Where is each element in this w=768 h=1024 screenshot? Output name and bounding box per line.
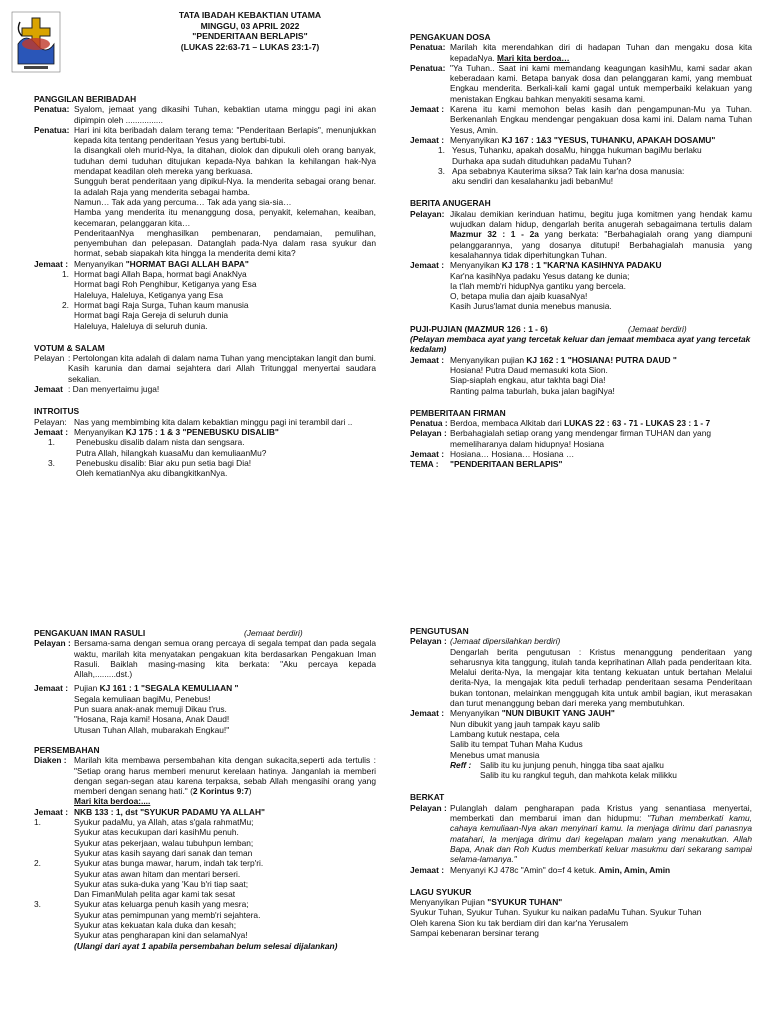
anugerah-text: Jikalau demikian kerinduan hatimu, begitu juga komitmen yang hendak kamu wujudkan dalam hidup, dengarlah berita anugerah sebagaimana tertulis dalam xyxy=(450,208,752,230)
role-label: Jemaat : xyxy=(410,260,444,271)
anugerah-text: yang berkata: "Berbahagialah orang yang diampuni pelanggarannya, yang dosanya ditutupi! Berbahagialah manusia yang kesalahannya tidak diperhitungkan Tuhan. xyxy=(450,229,752,260)
section-title-votum: VOTUM & SALAM xyxy=(34,342,105,353)
tema-label: TEMA : xyxy=(410,459,439,470)
jemaat-dosa-2 xyxy=(410,135,752,145)
lyric-line: Kar'na kasihNya padaku Yesus datang ke dunia; xyxy=(450,270,630,281)
lyric-line: Kasih Jurus'lamat dunia menebus manusia. xyxy=(450,301,612,312)
role-label: Jemaat : xyxy=(34,426,68,437)
votum-text: : Pertolongan kita adalah di dalam nama Tuhan yang menciptakan langit dan bumi. Kasih karunia dan damai sejahtera dari Allah Tritunggal menyertai saudara sekalian. xyxy=(68,353,376,384)
lyric-line: Haleluya, Haleluya, Ketiganya yang Esa xyxy=(74,289,223,300)
song-title: NKB 133 : 1, dst "SYUKUR PADAMU YA ALLAH" xyxy=(74,806,265,817)
jemaat-introitus xyxy=(34,427,376,437)
stage-note: (Jemaat berdiri) xyxy=(628,323,687,334)
section-title-berkat: BERKAT xyxy=(410,792,445,803)
role-label: Penatua: xyxy=(410,42,446,53)
header-date: MINGGU, 03 APRIL 2022 xyxy=(200,20,300,31)
jemaat-puji xyxy=(410,355,752,396)
verse-1 xyxy=(438,145,752,166)
verse-number: 3. xyxy=(48,457,55,468)
role-label: Jemaat : xyxy=(410,448,444,459)
verse-3 xyxy=(34,899,376,940)
jemaat-iman xyxy=(34,683,376,734)
lyric-line: Syukur atas pekerjaan, walau tubuhpun lemban; xyxy=(74,837,254,848)
song-prefix: Menyanyikan pujian xyxy=(450,354,527,365)
utusan-text: Dengarlah berita pengutusan : Kristus menanggung penderitaan yang seharusnya kita tanggung, itulah tanda keprihatinan Allah pada penderitaan kita. Melalui derita-Nya, Ia mengajar kita tentang kekuatan untuk bertahan Melalui derita-Nya, Ia mengajak kita peduli terhadap penderitaan sesama Penderitaan bukan tontonan, melainkan menggugah kita untuk ambil bagian, ikut merasakan dan turut menanggung beban dari mereka yang membutuhkan. xyxy=(450,646,752,709)
prayer-call: Mari kita berdoa:.... xyxy=(74,796,151,807)
lyric-line: "Hosana, Raja kami! Hosana, Anak Daud! xyxy=(74,714,230,725)
song-title: "NUN DIBUKIT YANG JAUH" xyxy=(501,708,615,719)
jemaat-votum xyxy=(34,384,376,394)
lyric-line: Syukur atas awan hitam dan mentari berseri. xyxy=(74,868,241,879)
lyric-line: Salib itu ku rangkul teguh, dan mahkota kelak milikku xyxy=(480,770,677,781)
role-label: Jemaat : xyxy=(410,354,444,365)
verse-number: 1. xyxy=(438,145,445,156)
lyric-line: Menebus umat manusia xyxy=(450,749,540,760)
reff-block xyxy=(450,760,752,781)
verse-2 xyxy=(34,858,376,899)
lyric-line: Dan FimanMulah pelita agar kami tak sesat xyxy=(74,889,236,900)
lyric-line: Putra Allah, hilangkah kuasaMu dan kemuliaanMu? xyxy=(76,447,267,458)
song-prefix: Menyanyikan xyxy=(450,708,502,719)
role-label: Jemaat : xyxy=(410,864,444,875)
section-title-utusan: PENGUTUSAN xyxy=(410,626,469,636)
right-column-bottom xyxy=(410,626,752,938)
role-label: Pelayan : xyxy=(410,428,447,439)
verse-number: 1. xyxy=(48,437,55,448)
role-label: Jemaat : xyxy=(410,104,444,115)
paragraph: Namun… Tak ada yang percuma… Tak ada yang sia-sia… xyxy=(74,196,292,207)
response-text: : Dan menyertaimu juga! xyxy=(68,384,160,395)
role-label: Jemaat : xyxy=(34,806,68,817)
role-label: Pelayan : xyxy=(410,636,447,647)
role-label: Penatua : xyxy=(410,418,448,429)
header-scripture: (LUKAS 22:63-71 – LUKAS 23:1-7) xyxy=(180,41,320,52)
pelayan-introitus xyxy=(34,417,376,427)
role-label: Pelayan: xyxy=(410,208,445,219)
lyric-line: Penebusku disalib: Biar aku pun setia bagi Dia! xyxy=(76,457,252,468)
church-logo xyxy=(10,10,62,74)
lyric-line: Hormat bagi Roh Penghibur, Ketiganya yang Esa xyxy=(74,279,257,290)
jemaat-persembahan xyxy=(34,807,376,817)
song-title: KJ 167 : 1&3 "YESUS, TUHANKU, APAKAH DOSAMU" xyxy=(501,134,716,145)
penatua-firman xyxy=(410,418,752,428)
section-title-puji: PUJI-PUJIAN (MAZMUR 126 : 1 - 6) xyxy=(410,323,548,334)
section-title-introitus: INTROITUS xyxy=(34,406,80,417)
role-label: Diaken : xyxy=(34,755,67,766)
jemaat-dosa-1 xyxy=(410,104,752,135)
role-label: Jemaat : xyxy=(410,134,444,145)
firman-text: Berbahagialah setiap orang yang mendengar firman TUHAN dan yang memeliharanya dalam hidupnya! Hosiana xyxy=(450,428,712,449)
lyric-line: Salib itu ku junjung penuh, hingga tiba saat ajalku xyxy=(480,759,664,770)
paragraph: Hari ini kita beribadah dalam terang tema: "Penderitaan Berlapis", menunjukkan kepada kita tentang penderitaan Yesus yang bertubi-tubi. xyxy=(74,124,376,146)
role-label: Pelayan : xyxy=(410,802,447,813)
song-title: KJ 161 : 1 "SEGALA KEMULIAAN " xyxy=(99,683,239,694)
lyric-line: Salib itu tempat Tuhan Maha Kudus xyxy=(450,739,583,750)
scripture-ref: 2 Korintus 9:7 xyxy=(192,786,249,797)
tema-row xyxy=(410,459,752,469)
role-label: Penatua: xyxy=(34,124,70,135)
blessing-quote: "Tuhan memberkati kamu, cahaya kemuliaan-Nya akan menyinari kamu. Ia menjaga dirimu dari panasnya matahari, Ia menjaga dirimu dari kegelapan malam yang menakutkan. Allah Bapa, Anak dan Roh Kudus memberkati keluar masukmu dari sekarang sampai selama-lamanya." xyxy=(450,813,752,865)
tema-text: "PENDERITAAN BERLAPIS" xyxy=(450,459,563,470)
scripture-ref: LUKAS 22 : 63 - 71 - LUKAS 23 : 1 - 7 xyxy=(564,418,711,429)
lyric-line: Nun dibukit yang jauh tampak kayu salib xyxy=(450,718,600,729)
role-label: Jemaat : xyxy=(34,683,68,694)
persembahan-text: Marilah kita membawa persembahan kita dengan sukacita,seperti ada tertulis : "Setiap orang harus memberi menurut kerelaan hatinya. Janganlah ia memberi dengan segan-segan atau karena terpaksa, sebab Allah mengasihi orang yang memberi dengan senang hati." ( xyxy=(74,755,376,797)
jemaat-berkat xyxy=(410,865,752,875)
lyric-line: Syukur atas kekuatan kala duka dan kesah; xyxy=(74,920,237,931)
syukur-song xyxy=(410,897,752,907)
verse-1 xyxy=(62,269,376,300)
reading-prefix: Berdoa, membaca Alkitab dari xyxy=(450,418,565,429)
penatua-dosa-2 xyxy=(410,63,752,104)
stage-note: (Jemaat dipersilahkan berdiri) xyxy=(450,636,561,647)
confession-response: Karena itu kami memohon belas kasih dan pengampunan-Mu ya Tuhan. Berkenanlah Engkau mendengar pengakuan dosa kami ini. Dalam nama Tuhan Yesus, Amin. xyxy=(450,104,752,135)
confession-text: "Ya Tuhan.. Saat ini kami memandang keagungan kasihMu, kami sadar akan keberadaan kami. Betapa banyak dosa dan pelanggaran kami, yang membuat Engkau menderita. Berkali-kali kami gagal untuk memperbaiki kelakuan yang menistakan Engkau bahkan menyakiti sesama kami. xyxy=(450,62,752,104)
lyric-line: Syukur atas keluarga penuh kasih yang mesra; xyxy=(74,899,249,910)
lyric-line: Pun suara anak-anak memuji Dikau t'rus. xyxy=(74,704,227,715)
lyric-line: Hormat bagi Raja Surga, Tuhan kaum manusia xyxy=(74,299,249,310)
lyric-line: Utusan Tuhan Allah, mubarakah Engkau!" xyxy=(74,724,230,735)
jemaat-song xyxy=(34,259,376,269)
lyric-line: Penebusku disalib dalam nista dan sengsara. xyxy=(76,437,245,448)
lyric-line: Hosiana! Putra Daud memasuki kota Sion. xyxy=(450,364,608,375)
song-line xyxy=(74,427,376,437)
lyric-line: Syukur atas kasih sayang dari sanak dan teman xyxy=(74,847,253,858)
lyric-line: O, betapa mulia dan ajaib kuasaNya! xyxy=(450,291,588,302)
lyric-line: Syukur atas pengharapan kini dan selamaNya! xyxy=(74,930,248,941)
jemaat-utusan xyxy=(410,708,752,780)
role-label: Jemaat : xyxy=(34,258,68,269)
song-prefix: Menyanyikan xyxy=(450,134,502,145)
iman-text: Bersama-sama dengan semua orang percaya di segala tempat dan pada segala waktu, marilah kita menyatakan pengakuan kita berdasarkan Pengakuan Iman Rasuli. Baiklah masing-masing kita berkata: "Aku percaya kepada Allah,.........dst.) xyxy=(74,638,376,680)
song-title: KJ 162 : 1 "HOSIANA! PUTRA DAUD " xyxy=(526,354,677,365)
section-title-iman: PENGAKUAN IMAN RASULI xyxy=(34,628,146,638)
lyric-line: aku sendiri dan kesalahanku jadi bebanMu! xyxy=(452,176,614,187)
lyric-line: Ia t'lah memb'ri hidupNya gantiku yang bercela. xyxy=(450,280,626,291)
verse-number: 2. xyxy=(34,858,41,869)
song-prefix: Menyanyikan xyxy=(450,260,502,271)
paragraph: Sungguh berat penderitaan yang dipikul-Nya. Ia menderita sebagai orang benar. Ia adalah Raja yang menderita sebagai hamba. xyxy=(74,176,376,197)
role-label: Jemaat : xyxy=(410,708,444,719)
lyric-line: Hormat bagi Allah Bapa, hormat bagi AnakNya xyxy=(74,269,247,280)
role-label: Pelayan xyxy=(34,353,65,364)
verse-1 xyxy=(48,437,376,458)
lyric-line: Durhaka apa sudah dituduhkan padaMu Tuhan? xyxy=(452,155,632,166)
lyric-line: Syukur padaMu, ya Allah, atas s'gala rahmatMu; xyxy=(74,817,254,828)
verse-1 xyxy=(34,817,376,858)
worship-order-header xyxy=(150,10,350,52)
pelayan-utusan xyxy=(410,636,752,708)
scripture-ref: Mazmur 32 : 1 - 2a xyxy=(450,229,539,240)
section-title-persembahan: PERSEMBAHAN xyxy=(34,744,100,755)
lyric-line: Sampai kebenaran bersinar terang xyxy=(410,928,539,939)
penatua-call-text: Syalom, jemaat yang dikasihi Tuhan, kebaktian utama minggu pagi ini akan dipimpin oleh ................ xyxy=(74,104,376,125)
pelayan-anugerah xyxy=(410,209,752,260)
lyric-line: Oleh kematianNya aku dibangkitkanNya. xyxy=(76,468,228,479)
lyric-line: Syukur Tuhan, Syukur Tuhan. Syukur ku naikan padaMu Tuhan. Syukur Tuhan xyxy=(410,907,702,918)
puji-heading xyxy=(410,324,752,334)
response-text: Hosiana… Hosiana… Hosiana … xyxy=(450,448,575,459)
reading-instruction: (Pelayan membaca ayat yang tercetak keluar dan jemaat membaca ayat yang tercetak kedalam) xyxy=(410,334,751,355)
punctuation: ) xyxy=(248,786,252,797)
section-title-dosa: PENGAKUAN DOSA xyxy=(410,32,491,42)
penatua-intro-body xyxy=(74,125,376,259)
lyric-line: Syukur atas pemimpunan yang memb'ri sejahtera. xyxy=(74,909,261,920)
section-title-syukur: LAGU SYUKUR xyxy=(410,886,472,897)
pelayan-votum xyxy=(34,353,376,384)
lyric-line: Haleluya, Haleluya di seluruh dunia. xyxy=(74,320,208,331)
lyric-line: Lambang kutuk nestapa, cela xyxy=(450,728,560,739)
jemaat-firman xyxy=(410,449,752,459)
lyric-line: Apa sebabnya Kauterima siksa? Tak lain kar'na dosa manusia: xyxy=(452,165,685,176)
song-prefix: Menyanyi KJ 478c "Amin" do=f 4 ketuk. xyxy=(450,864,599,875)
song-title: KJ 175 : 1 & 3 "PENEBUSKU DISALIB" xyxy=(125,426,279,437)
verse-2 xyxy=(62,300,376,331)
verse-3 xyxy=(48,458,376,479)
stage-note: (Jemaat berdiri) xyxy=(244,628,303,638)
song-line xyxy=(74,683,376,693)
role-label: Penatua: xyxy=(34,104,70,115)
pelayan-berkat xyxy=(410,803,752,865)
left-column-bottom xyxy=(34,628,376,951)
verse-3 xyxy=(438,166,752,187)
dosa-text: Marilah kita merendahkan diri di hadapan Tuhan dan mengaku dosa kita kepadaNya. xyxy=(450,42,752,63)
amen-response: Amin, Amin, Amin xyxy=(598,864,671,875)
lyric-line: Ranting palma taburlah, buka jalan bagiNya! xyxy=(450,385,615,396)
verse-number: 1. xyxy=(62,269,69,280)
diaken-persembahan xyxy=(34,755,376,806)
lyric-line: Siap-siaplah engkau, atur takhta bagi Dia! xyxy=(450,375,606,386)
pelayan-iman xyxy=(34,638,376,679)
jemaat-anugerah xyxy=(410,260,752,311)
right-column-top xyxy=(410,32,752,470)
repeat-note: (Ulangi dari ayat 1 apabila persembahan belum selesai dijalankan) xyxy=(74,940,338,951)
berkat-text: Pulanglah dalam pengharapan pada Kristus yang senantiasa menyertai, memberkati dan membarui iman dan hidupmu: xyxy=(450,802,752,824)
iman-heading xyxy=(34,628,376,638)
section-title-panggilan: PANGGILAN BERIBADAH xyxy=(34,94,137,104)
song-prefix: Menyanyikan Pujian xyxy=(410,897,488,908)
introitus-text: Nas yang membimbing kita dalam kebaktian minggu pagi ini terambil dari .. xyxy=(74,416,353,427)
penatua-dosa-1 xyxy=(410,42,752,63)
song-prefix: Menyanyikan xyxy=(74,258,126,269)
song-line xyxy=(74,259,376,269)
lyric-line: Yesus, Tuhanku, apakah dosaMu, hingga hukuman bagiMu berlaku xyxy=(452,145,702,156)
song-prefix: Pujian xyxy=(74,683,100,694)
left-column-top xyxy=(34,94,376,478)
role-label: Penatua: xyxy=(410,62,446,73)
paragraph: Hamba yang menderita itu menanggung dosa, penyakit, kelemahan, keaiban, kecemaran, pelanggaran kita… xyxy=(74,207,376,228)
verse-number: 1. xyxy=(34,817,41,828)
section-title-firman: PEMBERITAAN FIRMAN xyxy=(410,407,506,418)
reff-label: Reff : xyxy=(450,759,472,770)
lyric-line: Oleh karena Sion ku tak berdiam diri dan kar'na Yerusalem xyxy=(410,917,629,928)
verse-number: 2. xyxy=(62,299,69,310)
lyric-line: Syukur atas kecukupan dari kasihMu penuh. xyxy=(74,827,239,838)
header-title: TATA IBADAH KEBAKTIAN UTAMA xyxy=(178,10,322,20)
lyric-line: Segala kemuliaan bagiMu, Penebus! xyxy=(74,693,211,704)
verse-number: 3. xyxy=(34,899,41,910)
song-title: "HORMAT BAGI ALLAH BAPA" xyxy=(125,258,249,269)
paragraph: Ia disangkali oleh murid-Nya, Ia ditahan, diolok dan dipukuli oleh orang banyak, tuduhan demi tuduhan ditujukan kepada-Nya bahkan Ia kehilangan hak-Nya mendapat keadilan oleh mereka yang berkuasa. xyxy=(74,145,376,177)
song-prefix: Menyanyikan xyxy=(74,426,126,437)
prayer-call: Mari kita berdoa… xyxy=(497,52,570,63)
song-title: "SYUKUR TUHAN" xyxy=(487,897,563,908)
paragraph: PenderitaanNya menghasilkan pembenaran, pendamaian, pemulihan, penyembuhan dan pelepasan. Datanglah pada-Nya dalam rasa syukur dan hormat, sebab siapakah kita hingga Ia menderita demi kita? xyxy=(74,227,376,259)
lyric-line: Hormat bagi Raja Gereja di seluruh dunia xyxy=(74,310,229,321)
song-title: KJ 178 : 1 "KAR'NA KASIHNYA PADAKU xyxy=(501,260,662,271)
penatua-intro xyxy=(34,125,376,259)
role-label: Pelayan : xyxy=(34,638,71,649)
pelayan-firman xyxy=(410,428,752,449)
header-theme: "PENDERITAAN BERLAPIS" xyxy=(192,31,308,42)
section-title-anugerah: BERITA ANUGERAH xyxy=(410,198,491,209)
verse-number: 3. xyxy=(438,165,445,176)
role-label: Pelayan: xyxy=(34,416,67,427)
lyric-line: Syukur atas suka-duka yang 'Kau b'ri tiap saat; xyxy=(74,878,249,889)
penatua-call xyxy=(34,104,376,125)
role-label: Jemaat xyxy=(34,384,63,395)
lyric-line: Syukur atas bunga mawar, harum, indah tak terp'ri. xyxy=(74,858,264,869)
